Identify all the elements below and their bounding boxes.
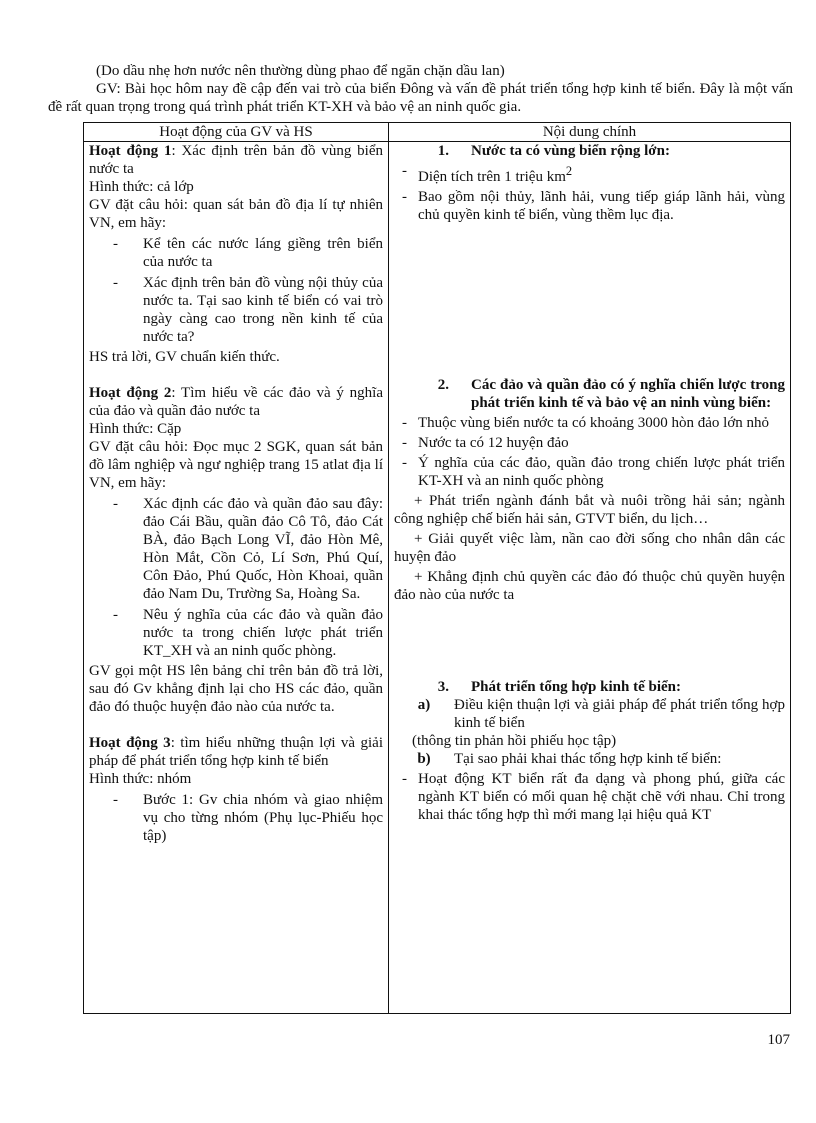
list-item: - Nước ta có 12 huyện đảo bbox=[402, 434, 785, 452]
page-number: 107 bbox=[767, 1032, 790, 1048]
section-2-title: Các đảo và quần đảo có ý nghĩa chiến lược trong phát triển kinh tế và bảo vệ an ninh vùng biển: bbox=[471, 377, 785, 411]
section-3-number: 3. bbox=[437, 679, 449, 695]
list-item: - Xác định các đảo và quần đảo sau đây: đảo Cái Bầu, quần đảo Cô Tô, đảo Cát BÀ, đảo Bạch Long VĨ, đảo Hòn Mê, Hòn Mắt, Cồn Cỏ, Lí Sơn, Phú Quí, Côn Đảo, Phú Quốc, Hòn Khoai, quần đảo Nam Du, Trường Sa, Hoàng Sa. bbox=[113, 495, 383, 603]
section-1-area: Diện tích trên 1 triệu km bbox=[418, 169, 566, 185]
section-1-list bbox=[394, 162, 785, 224]
list-item: - Hoạt động KT biển rất đa dạng và phong phú, giữa các ngành KT biển có mối quan hệ chặt chẽ với nhau. Chỉ trong khai thác tổng hợp thì mới mang lại hiệu quả KT bbox=[402, 770, 785, 824]
section-3-heading bbox=[394, 678, 785, 696]
activity-2-list bbox=[89, 495, 383, 660]
section-3b-label: b) bbox=[417, 751, 431, 767]
activity-3-title: Hoạt động 3 bbox=[89, 735, 171, 751]
activity-2-desc: : Tìm hiểu về các đảo và ý nghĩa của đảo và quần đảo nước ta bbox=[89, 385, 383, 419]
section-2-plus-1: + Phát triển ngành đánh bắt và nuôi trồng hải sản; ngành công nghiệp chế biến hải sản, GTVT biển, du lịch… bbox=[394, 493, 785, 527]
section-2-list bbox=[394, 414, 785, 490]
intro-line-1: (Do dầu nhẹ hơn nước nên thường dùng phao để ngăn chặn dầu lan) bbox=[96, 63, 505, 79]
table-header-row bbox=[84, 123, 791, 142]
activity-2-form: Hình thức: Cặp bbox=[89, 421, 182, 437]
list-item: - Kể tên các nước láng giềng trên biển của nước ta bbox=[113, 235, 383, 271]
intro bbox=[48, 62, 793, 116]
section-3-title: Phát triển tổng hợp kinh tế biển: bbox=[471, 679, 681, 695]
section-2-plus-2: + Giải quyết việc làm, nần cao đời sống cho nhân dân các huyện đảo bbox=[394, 531, 785, 565]
activity-3-heading bbox=[89, 734, 383, 770]
activity-1-form: Hình thức: cả lớp bbox=[89, 179, 194, 195]
list-item: - Thuộc vùng biển nước ta có khoảng 3000 hòn đảo lớn nhỏ bbox=[402, 414, 785, 432]
activity-1-end: HS trả lời, GV chuẩn kiến thức. bbox=[89, 349, 280, 365]
list-item: - Bước 1: Gv chia nhóm và giao nhiệm vụ cho từng nhóm (Phụ lục-Phiếu học tập) bbox=[113, 791, 383, 845]
list-item: - Ý nghĩa của các đảo, quần đảo trong chiến lược phát triển KT-XH và an ninh quốc phòng bbox=[402, 454, 785, 490]
lesson-table bbox=[83, 122, 791, 1014]
section-1-title: Nước ta có vùng biển rộng lớn: bbox=[471, 143, 670, 159]
section-1-number: 1. bbox=[437, 143, 449, 159]
list-item: - Xác định trên bản đồ vùng nội thủy của nước ta. Tại sao kinh tế biển có vai trò ngày càng cao trong nền kinh tế của nước ta? bbox=[113, 274, 383, 346]
activity-2-end: GV gọi một HS lên bảng chỉ trên bản đồ trả lời, sau đó Gv khẳng định lại cho HS các đảo, quần đảo đó thuộc huyện đảo nào của nước ta. bbox=[89, 663, 383, 715]
activity-3-desc: : tìm hiểu những thuận lợi và giải pháp để phát triển tổng hợp kinh tế biển bbox=[89, 735, 383, 769]
table-body-row bbox=[84, 142, 791, 1014]
activity-3-form: Hình thức: nhóm bbox=[89, 771, 192, 787]
list-item: - Bao gồm nội thủy, lãnh hải, vung tiếp giáp lãnh hải, vùng chủ quyền kinh tế biển, vùng thềm lục địa. bbox=[402, 188, 785, 224]
activity-1-title: Hoạt động 1 bbox=[89, 143, 172, 159]
header-content: Nội dung chính bbox=[389, 123, 791, 142]
section-3b-list bbox=[394, 770, 785, 824]
section-1-area-sup: 2 bbox=[565, 164, 573, 178]
section-3a-text: Điều kiện thuận lợi và giải pháp để phát triển tổng hợp kinh tế biển bbox=[454, 697, 785, 731]
section-3b bbox=[394, 750, 785, 768]
activity-1-list bbox=[89, 235, 383, 346]
intro-line-2: GV: Bài học hôm nay đề cập đến vai trò của biển Đông và vấn đề phát triển tổng hợp kinh tế biển. Đây là một vấn đề rất quan trọng trong quá trình phát triển KT-XH và bảo vệ an ninh quốc gia. bbox=[48, 81, 793, 115]
section-2-plus-3: + Khẳng định chủ quyền các đảo đó thuộc chủ quyền huyện đảo nào của nước ta bbox=[394, 569, 785, 603]
section-2-number: 2. bbox=[437, 377, 449, 393]
activity-1-desc: : Xác định trên bản đồ vùng biển nước ta bbox=[89, 143, 383, 177]
content-cell bbox=[389, 142, 791, 1014]
activity-2-heading bbox=[89, 384, 383, 420]
activity-3-list bbox=[89, 791, 383, 845]
activity-1-question: GV đặt câu hỏi: quan sát bản đồ địa lí tự nhiên VN, em hãy: bbox=[89, 197, 383, 231]
section-2-heading bbox=[394, 376, 785, 412]
list-item: - Nêu ý nghĩa của các đảo và quần đảo nước ta trong chiến lược phát triển KT_XH và an ninh quốc phòng. bbox=[113, 606, 383, 660]
activity-2-title: Hoạt động 2 bbox=[89, 385, 172, 401]
section-3b-text: Tại sao phải khai thác tổng hợp kinh tế biển: bbox=[454, 751, 722, 767]
header-activities: Hoạt động của GV và HS bbox=[84, 123, 389, 142]
section-1-heading bbox=[394, 142, 785, 160]
section-3a-note: (thông tin phản hồi phiếu học tập) bbox=[412, 733, 617, 749]
section-3a-label: a) bbox=[417, 697, 431, 713]
activity-2-question: GV đặt câu hỏi: Đọc mục 2 SGK, quan sát bản đồ lâm nghiệp và ngư nghiệp trang 15 atlat địa lí VN, em hãy: bbox=[89, 439, 383, 491]
activities-cell bbox=[84, 142, 389, 1014]
activity-1-heading bbox=[89, 142, 383, 178]
section-3a bbox=[394, 696, 785, 732]
list-item bbox=[402, 162, 785, 186]
